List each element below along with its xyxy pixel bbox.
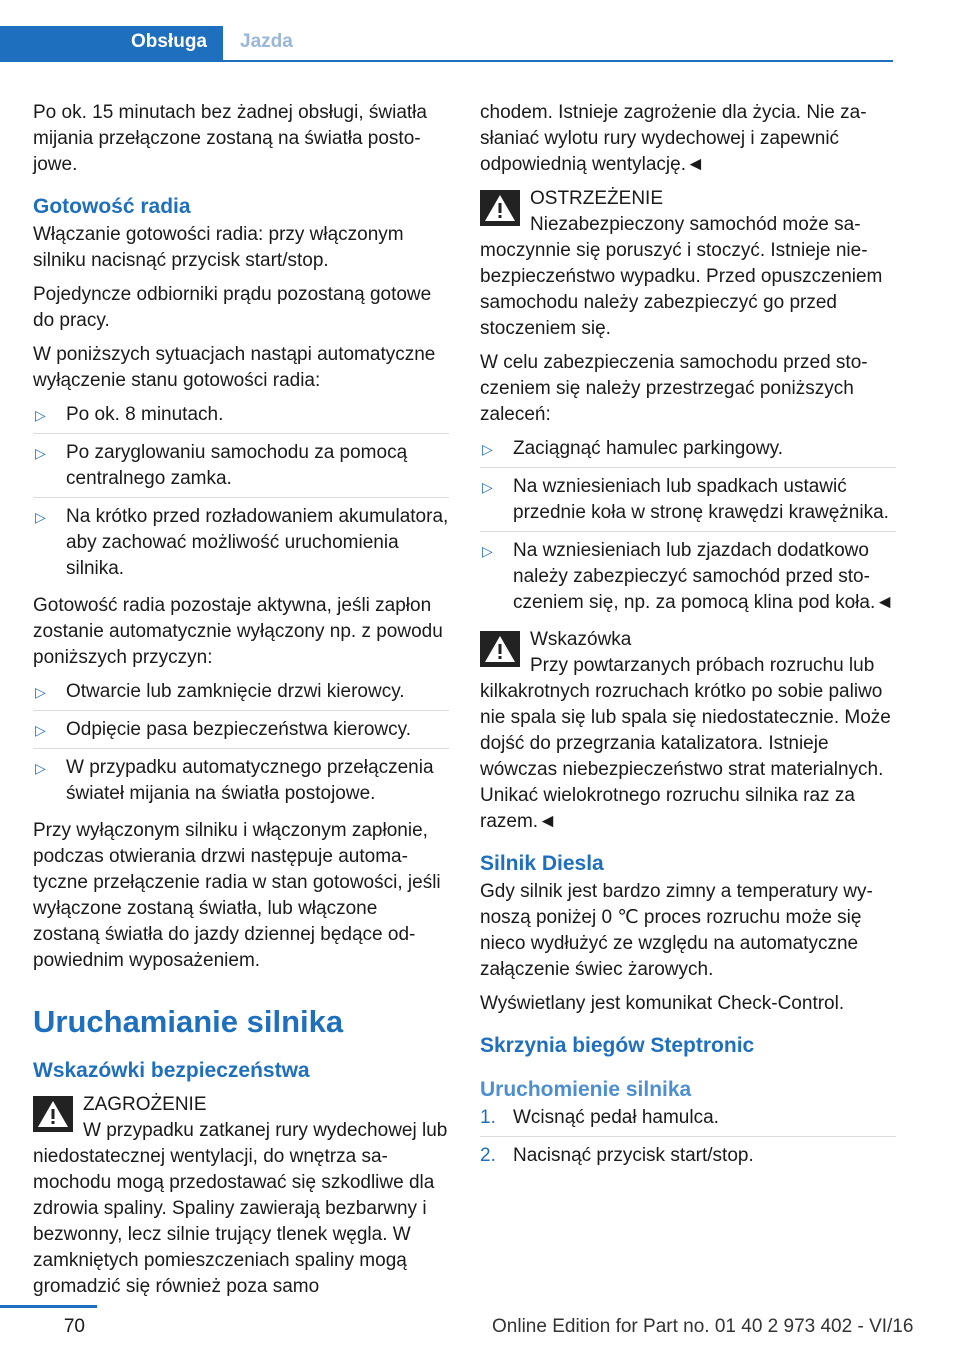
list-item: [33, 440, 449, 498]
chapter-heading: Uruchamianie silnika: [33, 1004, 344, 1039]
list-item: [480, 474, 896, 532]
notice-title: Wskazówka: [530, 629, 632, 650]
paragraph: Wyświetlany jest komunikat Check-Control.: [480, 993, 845, 1014]
paragraph: Po ok. 15 minutach bez żadnej obsługi, światła mijania przełączone zostaną na światła postojowe.: [33, 102, 427, 175]
bullet-list: [33, 402, 449, 587]
hint-notice: [480, 627, 896, 835]
warning-triangle-icon: [33, 1096, 73, 1132]
list-item-text: Po ok. 8 minutach.: [66, 404, 224, 425]
notice-text: W przypadku zatkanej rury wydechowej lub niedostatecznej wentylacji, do wnętrza samochodu mogą przedostawać się szkodliwe dla zdrowia spaliny. Spaliny zawierają bezbarwny i bezwonny, lecz silnie trujący tlenek węgla. W zamkniętych pomieszczeniach spaliny mogą gromadzić się również poza samo: [33, 1120, 448, 1297]
list-item: [33, 402, 449, 434]
notice-text: Przy powtarzanych próbach rozruchu lub kilkakrotnych rozruchach krótko po sobie paliwo nie spala się lub spala się niedostatecznie. Może dojść do przegrzania katalizatora. Istnieje wówczas niebezpieczeństwo strat materialnych. Unikać wielokrotnego rozruchu silnika raz za razem.◄: [480, 655, 891, 832]
paragraph: Włączanie gotowości radia: przy włączonym silniku nacisnąć przycisk start/stop.: [33, 224, 404, 271]
list-item-text: Na krótko przed rozładowaniem akumulatora, aby zachować możliwość uruchomienia silnika.: [66, 506, 449, 579]
list-item: [33, 679, 449, 711]
section-heading: Wskazówki bezpieczeństwa: [33, 1059, 310, 1082]
subsection-heading: Uruchomienie silnika: [480, 1078, 692, 1101]
section-heading: Skrzynia biegów Steptronic: [480, 1034, 755, 1057]
chapter-tabbar: [0, 26, 893, 62]
notice-title: OSTRZEŻENIE: [530, 188, 664, 209]
warning-notice: [480, 186, 896, 342]
page-number: 70: [63, 1316, 85, 1337]
list-item: [33, 717, 449, 749]
triangle-bullet-icon: ▷: [482, 479, 493, 495]
step-item: [480, 1143, 896, 1174]
paragraph: Pojedyncze odbiorniki prądu pozostaną gotowe do pracy.: [33, 284, 432, 331]
footer-rule: [0, 1305, 97, 1308]
warning-triangle-icon: [480, 190, 520, 226]
paragraph: W celu zabezpieczenia samochodu przed stoczeniem się należy przestrzegać poniższych zaleceń:: [480, 352, 868, 425]
step-text: Wcisnąć pedał hamulca.: [513, 1107, 719, 1128]
bullet-list: [33, 679, 449, 812]
list-item-text: Po zaryglowaniu samochodu za pomocą centralnego zamka.: [66, 442, 408, 489]
bullet-list: [480, 436, 896, 621]
triangle-bullet-icon: ▷: [35, 509, 46, 525]
right-column: [480, 100, 896, 1180]
step-number: 1.: [480, 1107, 496, 1128]
list-item: [33, 504, 449, 587]
paragraph: Przy wyłączonym silniku i włączonym zapłonie, podczas otwierania drzwi następuje automatyczne przełączenie radia w stan gotowości, jeśli wyłączone zostaną światła, lub włączone zostaną światła do jazdy dziennej będące odpowiednim wyposażeniem.: [33, 820, 441, 971]
list-item: [480, 436, 896, 468]
section-heading: Silnik Diesla: [480, 852, 604, 875]
paragraph: Gotowość radia pozostaje aktywna, jeśli zapłon zostanie automatycznie wyłączony np. z powodu poniższych przyczyn:: [33, 595, 443, 668]
left-column: [33, 100, 449, 1308]
triangle-bullet-icon: ▷: [35, 407, 46, 423]
list-item-text: Otwarcie lub zamknięcie drzwi kierowcy.: [66, 681, 405, 702]
step-number: 2.: [480, 1145, 496, 1166]
paragraph: W poniższych sytuacjach nastąpi automatyczne wyłączenie stanu gotowości radia:: [33, 344, 436, 391]
step-item: [480, 1105, 896, 1137]
triangle-bullet-icon: ▷: [482, 441, 493, 457]
triangle-bullet-icon: ▷: [35, 445, 46, 461]
list-item-text: Odpięcie pasa bezpieczeństwa kierowcy.: [66, 719, 411, 740]
tab-obsluga-label: Obsługa: [130, 31, 207, 52]
list-item-text: W przypadku automatycznego przełączenia świateł mijania na światła postojowe.: [66, 757, 434, 804]
tab-jazda[interactable]: Jazda: [240, 31, 293, 52]
list-item-text: Na wzniesieniach lub zjazdach dodatkowo należy zabezpieczyć samochód przed stoczeniem się, np. za pomocą klina pod koła.◄: [513, 540, 895, 613]
triangle-bullet-icon: ▷: [482, 543, 493, 559]
list-item: [480, 538, 896, 621]
list-item-text: Na wzniesieniach lub spadkach ustawić przednie koła w stronę krawędzi krawężnika.: [513, 476, 889, 523]
tab-obsluga[interactable]: [0, 26, 223, 60]
list-item-text: Zaciągnąć hamulec parkingowy.: [513, 438, 784, 459]
paragraph: chodem. Istnieje zagrożenie dla życia. Nie zasłaniać wylotu rury wydechowej i zapewnić odpowiednią wentylację.◄: [480, 102, 867, 175]
notice-title: ZAGROŻENIE: [83, 1094, 207, 1115]
numbered-steps: [480, 1105, 896, 1174]
section-heading: Gotowość radia: [33, 195, 191, 218]
triangle-bullet-icon: ▷: [35, 722, 46, 738]
paragraph: Gdy silnik jest bardzo zimny a temperatury wynoszą poniżej 0 ℃ proces rozruchu może się nieco wydłużyć ze względu na automatyczne załączenie świec żarowych.: [480, 881, 873, 980]
danger-notice: [33, 1092, 449, 1300]
list-item: [33, 755, 449, 812]
warning-triangle-icon: [480, 631, 520, 667]
triangle-bullet-icon: ▷: [35, 684, 46, 700]
triangle-bullet-icon: ▷: [35, 760, 46, 776]
edition-note: Online Edition for Part no. 01 40 2 973 402 - VI/16: [492, 1316, 914, 1337]
notice-text: Niezabezpieczony samochód może samoczynnie się poruszyć i stoczyć. Istnieje niebezpieczeństwo wypadku. Przed opuszczeniem samochodu należy zabezpieczyć go przed stoczeniem się.: [480, 214, 883, 339]
step-text: Nacisnąć przycisk start/stop.: [513, 1145, 754, 1166]
